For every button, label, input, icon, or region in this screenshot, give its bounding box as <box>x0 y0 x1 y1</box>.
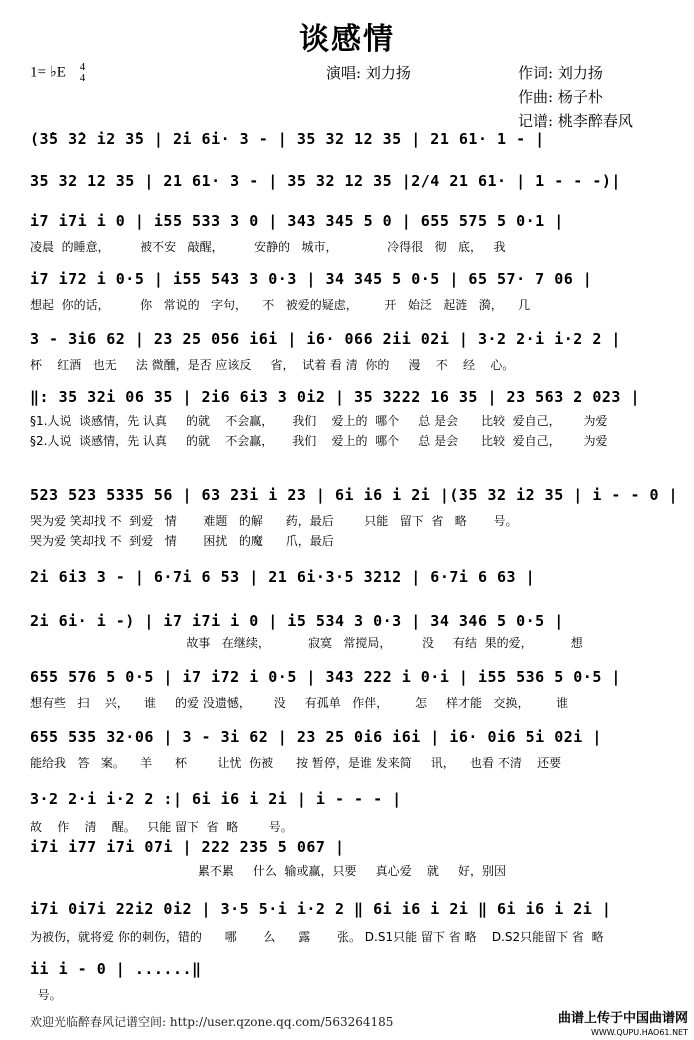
key-label: 1= ♭E <box>30 64 66 81</box>
lyrics-line: 想起 你的话， 你 常说的 字句， 不 被爱的疑虑， 开 始泛 起涟 漪， 几 <box>30 298 531 312</box>
lyrics-line: 号。 <box>30 988 62 1002</box>
notation-line: (3̇5 3̇2 i2 3̇5 | 2̇i 6i· 3 - | 35 32 12 35 | 21 61· 1 - | <box>30 130 545 148</box>
watermark-sub: WWW.QUPU.HAO61.NET <box>590 1028 688 1037</box>
transcriber-credit: 记谱: 桃李醉春风 <box>518 112 633 130</box>
composer-credit: 作曲: 杨子朴 <box>518 88 603 106</box>
lyrics-line: 哭为爱 笑却找 不 到爱 情 困扰 的魔 爪，最后 <box>30 534 334 548</box>
singer-credit: 演唱: 刘力扬 <box>326 64 411 82</box>
notation-line: 2i 6i· i -) | i7 i7i i 0 | i5 534 3 0·3 | 34 346 5 0·5 | <box>30 612 564 630</box>
meter-bottom: 4 <box>79 72 86 84</box>
notation-line: 655 535 32·06 | 3 - 3i 62 | 23 25 0i6 i6i | i6· 0i6 5i 02i | <box>30 728 602 746</box>
lyricist-credit: 作词: 刘力扬 <box>518 64 603 82</box>
meter-top: 4 <box>79 61 86 73</box>
notation-line: 3 - 3i6 62 | 23 25 056 i6i | i6· 066 2ii 02i | 3·2 2·i i·2 2 | <box>30 330 621 348</box>
notation-line: 655 576 5 0·5 | i7 i72 i 0·5 | 343 222 i 0·i | i55 536 5 0·5 | <box>30 668 621 686</box>
notation-line: i7 i7i i 0 | i55 533 3 0 | 343 345 5 0 | 655 575 5 0·1 | <box>30 212 564 230</box>
time-signature <box>80 62 86 84</box>
lyrics-line: 故事 在继续， 寂寞 常搅局， 没 有结 果的爱， 想 <box>30 636 583 650</box>
watermark-main: 曲谱上传于中国曲谱网 <box>557 1011 688 1026</box>
notation-line: ‖: 35 32i 06 35 | 2i6 6i3 3 0i2 | 35 3222 16 35 | 23 563 2 023 | <box>30 388 640 406</box>
lyrics-line: 为被伤，就将爱 你的刺伤，错的 哪 么 露 张。 D.S1只能 留下 省 略 D.S2只能留下 省 略 <box>30 930 604 944</box>
notation-line: 523 523 5335 56 | 63 23i i 23 | 6i i6 i 2i |(35 32 i2 35 | i - - 0 | <box>30 486 679 504</box>
lyrics-line: 杯 红酒 也无 法 微醺，是否 应该反 省， 试着 看 清 你的 漫 不 经 心。 <box>30 358 515 372</box>
lyrics-line: 能给我 答 案。 羊 杯 让忧 伤被 按 暂停，是谁 发来简 讯， 也看 不清 还要 <box>30 756 562 770</box>
notation-line: i7i i77 i7i 07i | 222 235 5 067 | <box>30 838 345 856</box>
notation-line: ii i - 0 | ......‖ <box>30 960 202 978</box>
notation-line: i7 i72 i 0·5 | i55 543 3 0·3 | 34 345 5 0·5 | 65 57· 7 06 | <box>30 270 593 288</box>
lyrics-line: 哭为爱 笑却找 不 到爱 情 难题 的解 药，最后 只能 留下 省 略 号。 <box>30 514 518 528</box>
lyrics-line: 凌晨 的睡意， 被不安 敲醒， 安静的 城市， 冷得很 彻 底， 我 <box>30 240 506 254</box>
lyrics-line: 累不累 什么 输或赢，只要 真心爱 就 好，别因 <box>30 864 506 878</box>
notation-line: 3·2 2·i i·2 2 :| 6i i6 i 2i | i - - - | <box>30 790 402 808</box>
key-signature <box>30 62 85 84</box>
footer-text: 欢迎光临醉春风记谱空间: http://user.qzone.qq.com/563264185 <box>30 1015 394 1029</box>
lyrics-line: 想有些 扫 兴， 谁 的爱 没遗憾， 没 有孤单 作伴， 怎 样才能 交换， 谁 <box>30 696 569 710</box>
notation-line: i7i 0i7i 22i2 0i2 | 3·5 5·i i·2 2 ‖ 6i i6 i 2i ‖ 6i i6 i 2i | <box>30 900 612 918</box>
lyrics-line: §2.人说 谈感情，先 认真 的就 不会赢， 我们 爱上的 哪个 总 是会 比较 爱自己， 为爱 <box>30 434 608 448</box>
lyrics-line: §1.人说 谈感情，先 认真 的就 不会赢， 我们 爱上的 哪个 总 是会 比较 爱自己， 为爱 <box>30 414 608 428</box>
lyrics-line: 故 作 清 醒。 只能 留下 省 略 号。 <box>30 820 293 834</box>
notation-line: 35 32 12 35 | 21 61· 3 - | 35 32 12 35 |2/4 21 61· | 1 - - -)| <box>30 172 621 190</box>
notation-line: 2i 6i3 3 - | 6·7i 6 53 | 21 6i·3·5 3212 | 6·7i 6 63 | <box>30 568 536 586</box>
song-title: 谈感情 <box>299 22 395 57</box>
watermark <box>558 1012 688 1040</box>
